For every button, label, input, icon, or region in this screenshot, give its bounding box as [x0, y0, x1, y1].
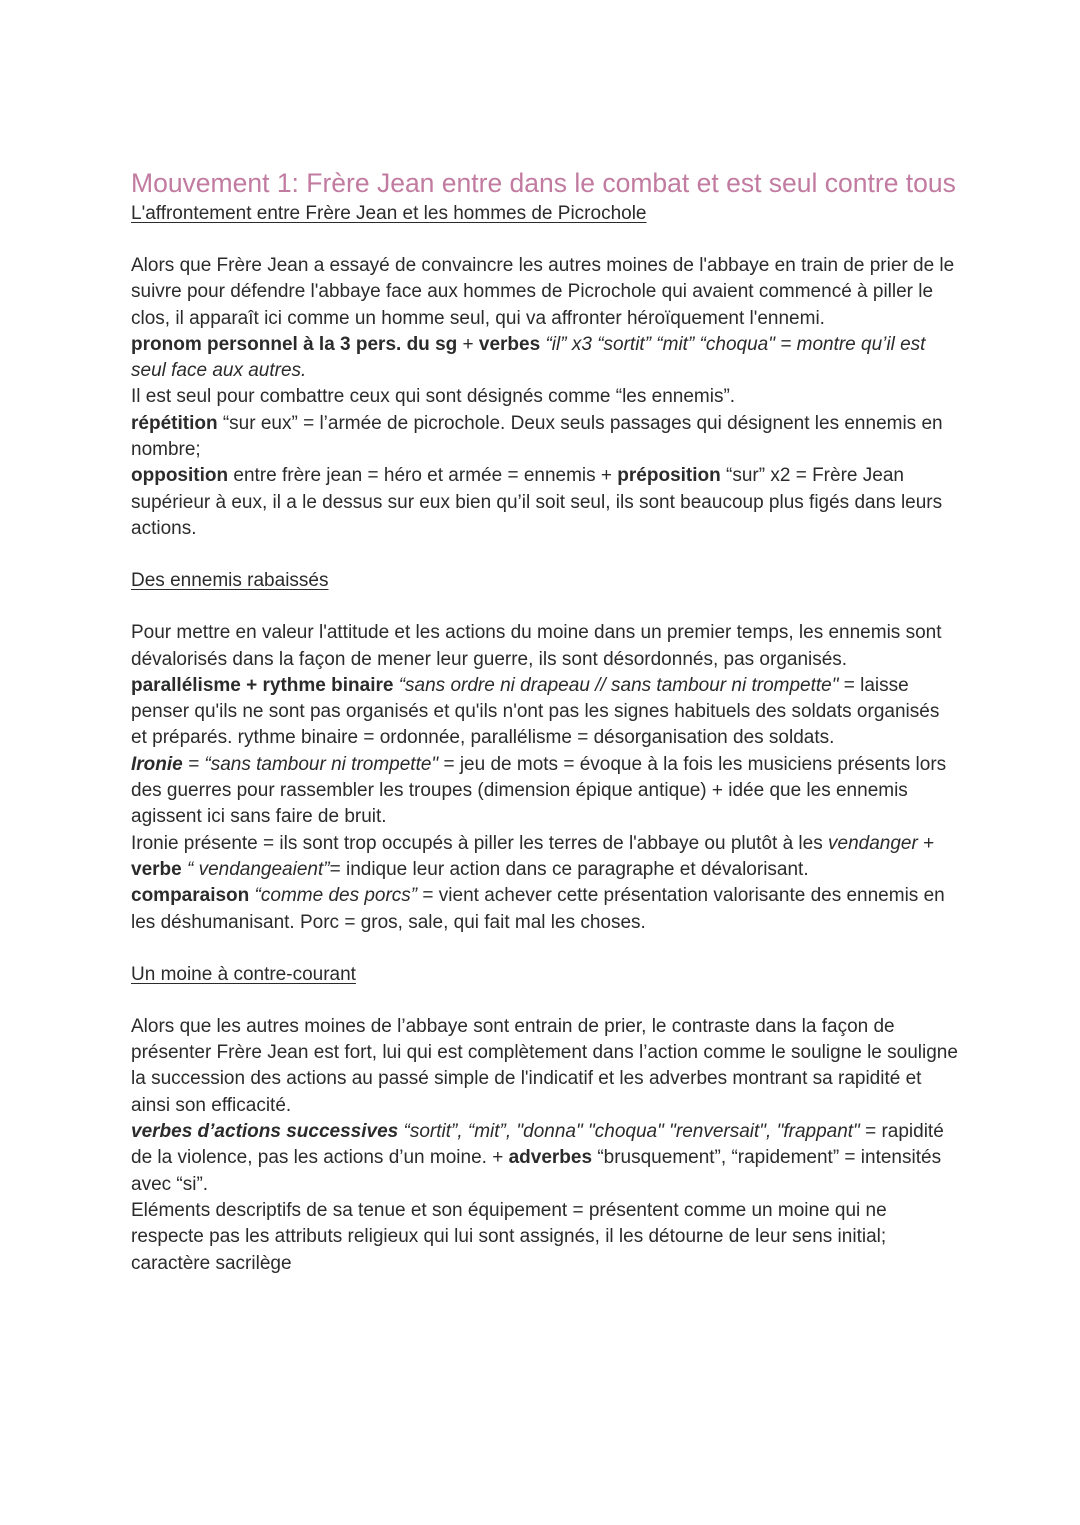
paragraph	[131, 411, 960, 464]
paragraph	[131, 673, 960, 752]
paragraph: Il est seul pour combattre ceux qui sont désignés comme “les ennemis”.	[131, 386, 736, 408]
paragraph: Eléments descriptifs de sa tenue et son équipement = présentent comme un moine qui ne respecte pas les attributs religieux qui lui sont assignés, il les détourne de leur sens initial; caractère sacrilège	[131, 1199, 887, 1274]
paragraph: Pour mettre en valeur l'attitude et les actions du moine dans un premier temps, les ennemis sont dévalorisés dans la façon de mener leur guerre, ils sont désordonnés, pas organisés.	[131, 622, 942, 670]
bold-term: pronom personnel à la 3 pers. du sg	[131, 333, 458, 355]
spacer	[131, 227, 960, 253]
spacer	[131, 936, 960, 962]
paragraph	[131, 1119, 960, 1198]
bold-italic-term: Ironie	[131, 753, 183, 775]
paragraph	[131, 831, 960, 884]
text-run: = vient achever cette présentation valorisante des ennemis en les déshumanisant. Porc = gros, sale, qui fait mal les choses.	[131, 885, 945, 933]
text-run: entre frère jean = héro et armée = ennemis +	[228, 465, 618, 487]
bold-term: parallélisme + rythme binaire	[131, 674, 394, 696]
italic-quote: “comme des porcs”	[249, 885, 418, 907]
bold-term: adverbes	[508, 1147, 593, 1169]
text-run: “sur eux” = l’armée de picrochole. Deux seuls passages qui désignent les ennemis en nombre;	[131, 412, 943, 461]
italic-quote: “ vendangeaient”	[181, 858, 330, 880]
paragraph	[131, 463, 960, 542]
section-heading: Des ennemis rabaissés	[131, 570, 329, 592]
paragraph	[131, 883, 960, 936]
spacer	[131, 542, 960, 568]
text-run: Ironie présente = ils sont trop occupés à piller les terres de l'abbaye ou plutôt à les	[131, 832, 828, 854]
bold-term: préposition	[617, 465, 721, 487]
bold-term: verbes	[478, 333, 541, 355]
section-heading: L'affrontement entre Frère Jean et les hommes de Picrochole	[131, 203, 647, 224]
text-run: = jeu de mots = évoque à la fois les musiciens présents lors des guerres pour rassembler les troupes (dimension épique antique) + idée que les ennemis agissent ici sans faire de bruit.	[131, 753, 947, 828]
text-run: +	[917, 832, 935, 854]
italic-quote: vendanger	[828, 832, 918, 854]
bold-italic-term: verbes d’actions successives	[131, 1121, 399, 1143]
spacer	[131, 594, 960, 620]
text-run: = rapidité de la violence, pas les actions d’un moine. +	[131, 1121, 944, 1169]
paragraph	[131, 332, 960, 385]
italic-quote: “sans ordre ni drapeau // sans tambour ni trompette"	[393, 674, 839, 696]
bold-term: comparaison	[131, 885, 250, 907]
paragraph: Alors que Frère Jean a essayé de convaincre les autres moines de l'abbaye en train de prier de le suivre pour défendre l'abbaye face aux hommes de Picrochole qui avaient commencé à piller le clos, il apparaît ici comme un homme seul, qui va affronter héroïquement l'ennemi.	[131, 255, 955, 329]
bold-term: répétition	[131, 412, 218, 434]
text-run: +	[457, 333, 479, 355]
text-run: “sur” x2 = Frère Jean supérieur à eux, il a le dessus sur eux bien qu’il soit seul, ils sont beaucoup plus figés dans leurs actions.	[131, 465, 943, 539]
section-heading: Un moine à contre-courant	[131, 963, 356, 985]
italic-quote: “sortit”, “mit”, "donna" "choqua" "renversait", "frappant"	[398, 1121, 860, 1143]
paragraph: Alors que les autres moines de l’abbaye sont entrain de prier, le contraste dans la façon de présenter Frère Jean est fort, lui qui est complètement dans l’action comme le souligne le souligne la succession des actions au passé simple de l'indicatif et les adverbes montrant sa rapidité et ainsi son efficacité.	[131, 1015, 958, 1116]
italic-quote: “il” x3 “sortit” “mit” “choqua" = montre qu’il est seul face aux autres.	[131, 333, 926, 382]
bold-term: verbe	[131, 858, 182, 880]
page-title: Mouvement 1: Frère Jean entre dans le combat et est seul contre tous	[131, 168, 956, 198]
paragraph	[131, 752, 960, 831]
text-run: “brusquement”, “rapidement” = intensités avec “si”.	[131, 1147, 942, 1195]
italic-quote: = “sans tambour ni trompette"	[182, 753, 439, 775]
text-run: = laisse penser qu'ils ne sont pas organisés et qu'ils n'ont pas les signes habituels des soldats organisés et préparés. rythme binaire = ordonnée, parallélisme = désorganisation des soldats.	[131, 674, 940, 749]
bold-term: opposition	[131, 465, 229, 487]
spacer	[131, 988, 960, 1014]
text-run: = indique leur action dans ce paragraphe et dévalorisant.	[329, 858, 809, 880]
